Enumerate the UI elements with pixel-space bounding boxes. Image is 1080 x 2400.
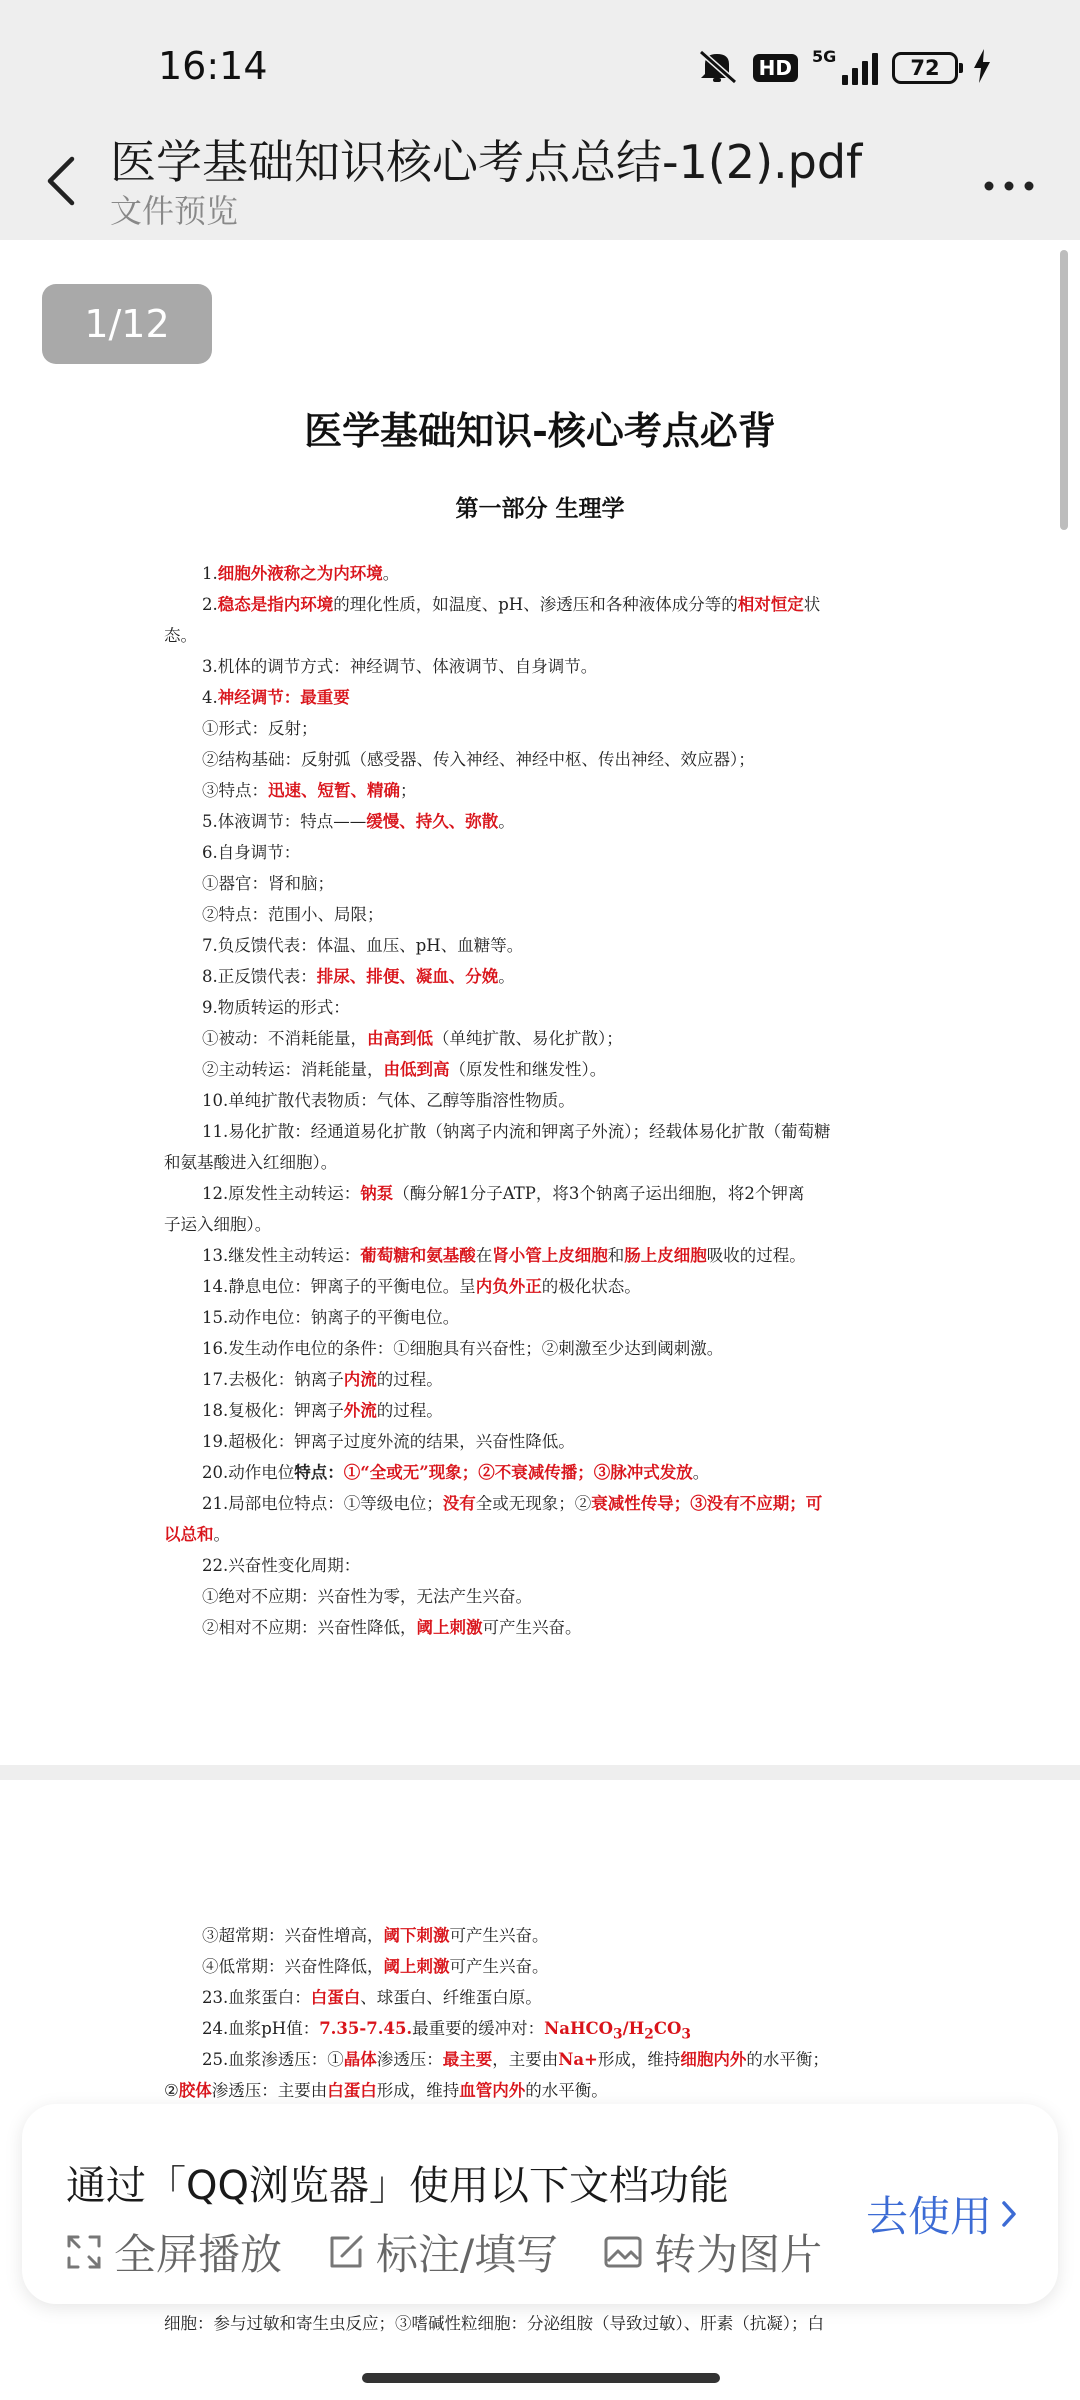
pdf-line: ③超常期：兴奋性增高，阈下刺激可产生兴奋。 (202, 1926, 549, 1945)
pdf-line: 和氨基酸进入红细胞）。 (164, 1153, 338, 1172)
pdf-line: 6.自身调节： (202, 843, 301, 862)
pdf-line: ①器官：肾和脑； (202, 874, 334, 893)
pdf-line: 4.神经调节：最重要 (202, 688, 350, 707)
document-subtitle: 文件预览 (110, 192, 239, 230)
pdf-line: ③特点：迅速、短暂、精确； (202, 781, 417, 800)
pdf-line: 8.正反馈代表：排尿、排便、凝血、分娩。 (202, 967, 515, 986)
signal-icon (812, 47, 878, 85)
pdf-line: 11.易化扩散：经通道易化扩散（钠离子内流和钾离子外流）；经载体易化扩散（葡萄糖 (202, 1122, 831, 1141)
pdf-line: ①绝对不应期：兴奋性为零，无法产生兴奋。 (202, 1587, 532, 1606)
edit-icon (328, 2234, 364, 2270)
promo-title: 通过「QQ浏览器」使用以下文档功能 (66, 2163, 729, 2209)
pdf-line: 3.机体的调节方式：神经调节、体液调节、自身调节。 (202, 657, 598, 676)
promo-features (66, 2222, 822, 2282)
pdf-line: 19.超极化：钾离子过度外流的结果，兴奋性降低。 (202, 1432, 575, 1451)
pdf-page-2[interactable] (0, 1780, 1080, 2400)
pdf-line: 22.兴奋性变化周期： (202, 1556, 361, 1575)
qq-browser-promo-card[interactable] (22, 2104, 1058, 2304)
feature-label: 转为图片 (654, 2230, 823, 2279)
document-title: 医学基础知识核心考点总结-1(2).pdf (110, 135, 863, 189)
battery-level: 72 (910, 56, 940, 80)
document-viewer[interactable] (0, 240, 1080, 2400)
battery-icon (892, 52, 958, 84)
feature-fullscreen[interactable] (66, 2222, 282, 2282)
network-type: 5G (812, 47, 837, 66)
pdf-line: ②相对不应期：兴奋性降低，阈上刺激可产生兴奋。 (202, 1618, 582, 1637)
pdf-line: 子运入细胞）。 (164, 1215, 272, 1234)
pdf-line: ①被动：不消耗能量，由高到低（单纯扩散、易化扩散）； (202, 1029, 623, 1048)
pdf-line: 9.物质转运的形式： (202, 998, 350, 1017)
go-use-label: 去使用 (865, 2192, 992, 2241)
pdf-line: 5.体液调节：特点——缓慢、持久、弥散。 (202, 812, 515, 831)
home-indicator[interactable] (362, 2373, 720, 2383)
chevron-left-icon (44, 155, 78, 207)
status-icons (695, 48, 992, 88)
pdf-line: ②特点：范围小、局限； (202, 905, 384, 924)
pdf-line: 13.继发性主动转运：葡萄糖和氨基酸在肾小管上皮细胞和肠上皮细胞吸收的过程。 (202, 1246, 806, 1265)
pdf-section-heading: 第一部分 生理学 (455, 495, 625, 522)
pdf-page-1[interactable] (0, 240, 1080, 1765)
pdf-line: ②主动转运：消耗能量，由低到高（原发性和继发性）。 (202, 1060, 607, 1079)
pdf-line: 12.原发性主动转运：钠泵（酶分解1分子ATP，将3个钠离子运出细胞，将2个钾离 (202, 1184, 805, 1203)
fullscreen-icon (66, 2234, 102, 2270)
pdf-line: ①形式：反射； (202, 719, 318, 738)
feature-annotate[interactable] (328, 2222, 558, 2282)
pdf-line: 14.静息电位：钾离子的平衡电位。呈内负外正的极化状态。 (202, 1277, 641, 1296)
pdf-line: 23.血浆蛋白：白蛋白、球蛋白、纤维蛋白原。 (202, 1988, 542, 2007)
pdf-line: 17.去极化：钠离子内流的过程。 (202, 1370, 443, 1389)
app-header (0, 120, 1080, 240)
feature-label: 全屏播放 (114, 2230, 283, 2279)
pdf-line: 20.动作电位特点：①“全或无”现象；②不衰减传播；③脉冲式发放。 (202, 1463, 710, 1482)
pdf-body-page-1 (164, 558, 920, 1643)
charging-icon (972, 49, 992, 87)
pdf-line: 21.局部电位特点：①等级电位；没有全或无现象；②衰减性传导；③没有不应期；可 (202, 1494, 823, 1513)
pdf-line: 细胞：参与过敏和寄生虫反应；③嗜碱性粒细胞：分泌组胺（导致过敏）、肝素（抗凝）；白 (164, 2314, 824, 2333)
pdf-line: 以总和。 (164, 1525, 230, 1544)
back-button[interactable] (26, 136, 96, 226)
scrollbar-thumb[interactable] (1060, 250, 1068, 530)
status-time: 16:14 (158, 44, 268, 88)
pdf-line: 1.细胞外液称之为内环境。 (202, 564, 400, 583)
pdf-line: 16.发生动作电位的条件：①细胞具有兴奋性；②刺激至少达到阈刺激。 (202, 1339, 724, 1358)
status-bar (0, 0, 1080, 130)
go-use-button[interactable] (866, 2184, 1018, 2244)
mute-icon (695, 48, 739, 88)
pdf-line: 态。 (164, 626, 197, 645)
hd-icon: HD (753, 54, 798, 82)
more-options-button[interactable] (974, 156, 1044, 216)
chevron-right-icon (1000, 2199, 1018, 2229)
feature-to-image[interactable] (604, 2222, 822, 2282)
image-icon (604, 2235, 642, 2269)
pdf-line: 7.负反馈代表：体温、血压、pH、血糖等。 (202, 936, 524, 955)
pdf-line: 15.动作电位：钠离子的平衡电位。 (202, 1308, 460, 1327)
pdf-title: 医学基础知识-核心考点必背 (304, 408, 776, 453)
pdf-line: 24.血浆pH值：7.35-7.45.最重要的缓冲对：$NaHCO_3/H_2CO_3$ (202, 2019, 691, 2043)
more-icon (983, 180, 1035, 192)
pdf-line: ②结构基础：反射弧（感受器、传入神经、神经中枢、传出神经、效应器）； (202, 750, 755, 769)
pdf-line: ④低常期：兴奋性降低，阈上刺激可产生兴奋。 (202, 1957, 549, 1976)
pdf-line: ②胶体渗透压：主要由白蛋白形成，维持血管内外的水平衡。 (164, 2081, 608, 2100)
pdf-line: 25.血浆渗透压：①晶体渗透压：最主要，主要由Na+形成，维持细胞内外的水平衡； (202, 2050, 829, 2069)
page-indicator: 1/12 (42, 284, 212, 364)
pdf-line: 10.单纯扩散代表物质：气体、乙醇等脂溶性物质。 (202, 1091, 575, 1110)
pdf-line: 18.复极化：钾离子外流的过程。 (202, 1401, 443, 1420)
pdf-line: 2.稳态是指内环境的理化性质，如温度、pH、渗透压和各种液体成分等的相对恒定状 (202, 595, 821, 614)
feature-label: 标注/填写 (376, 2230, 559, 2279)
